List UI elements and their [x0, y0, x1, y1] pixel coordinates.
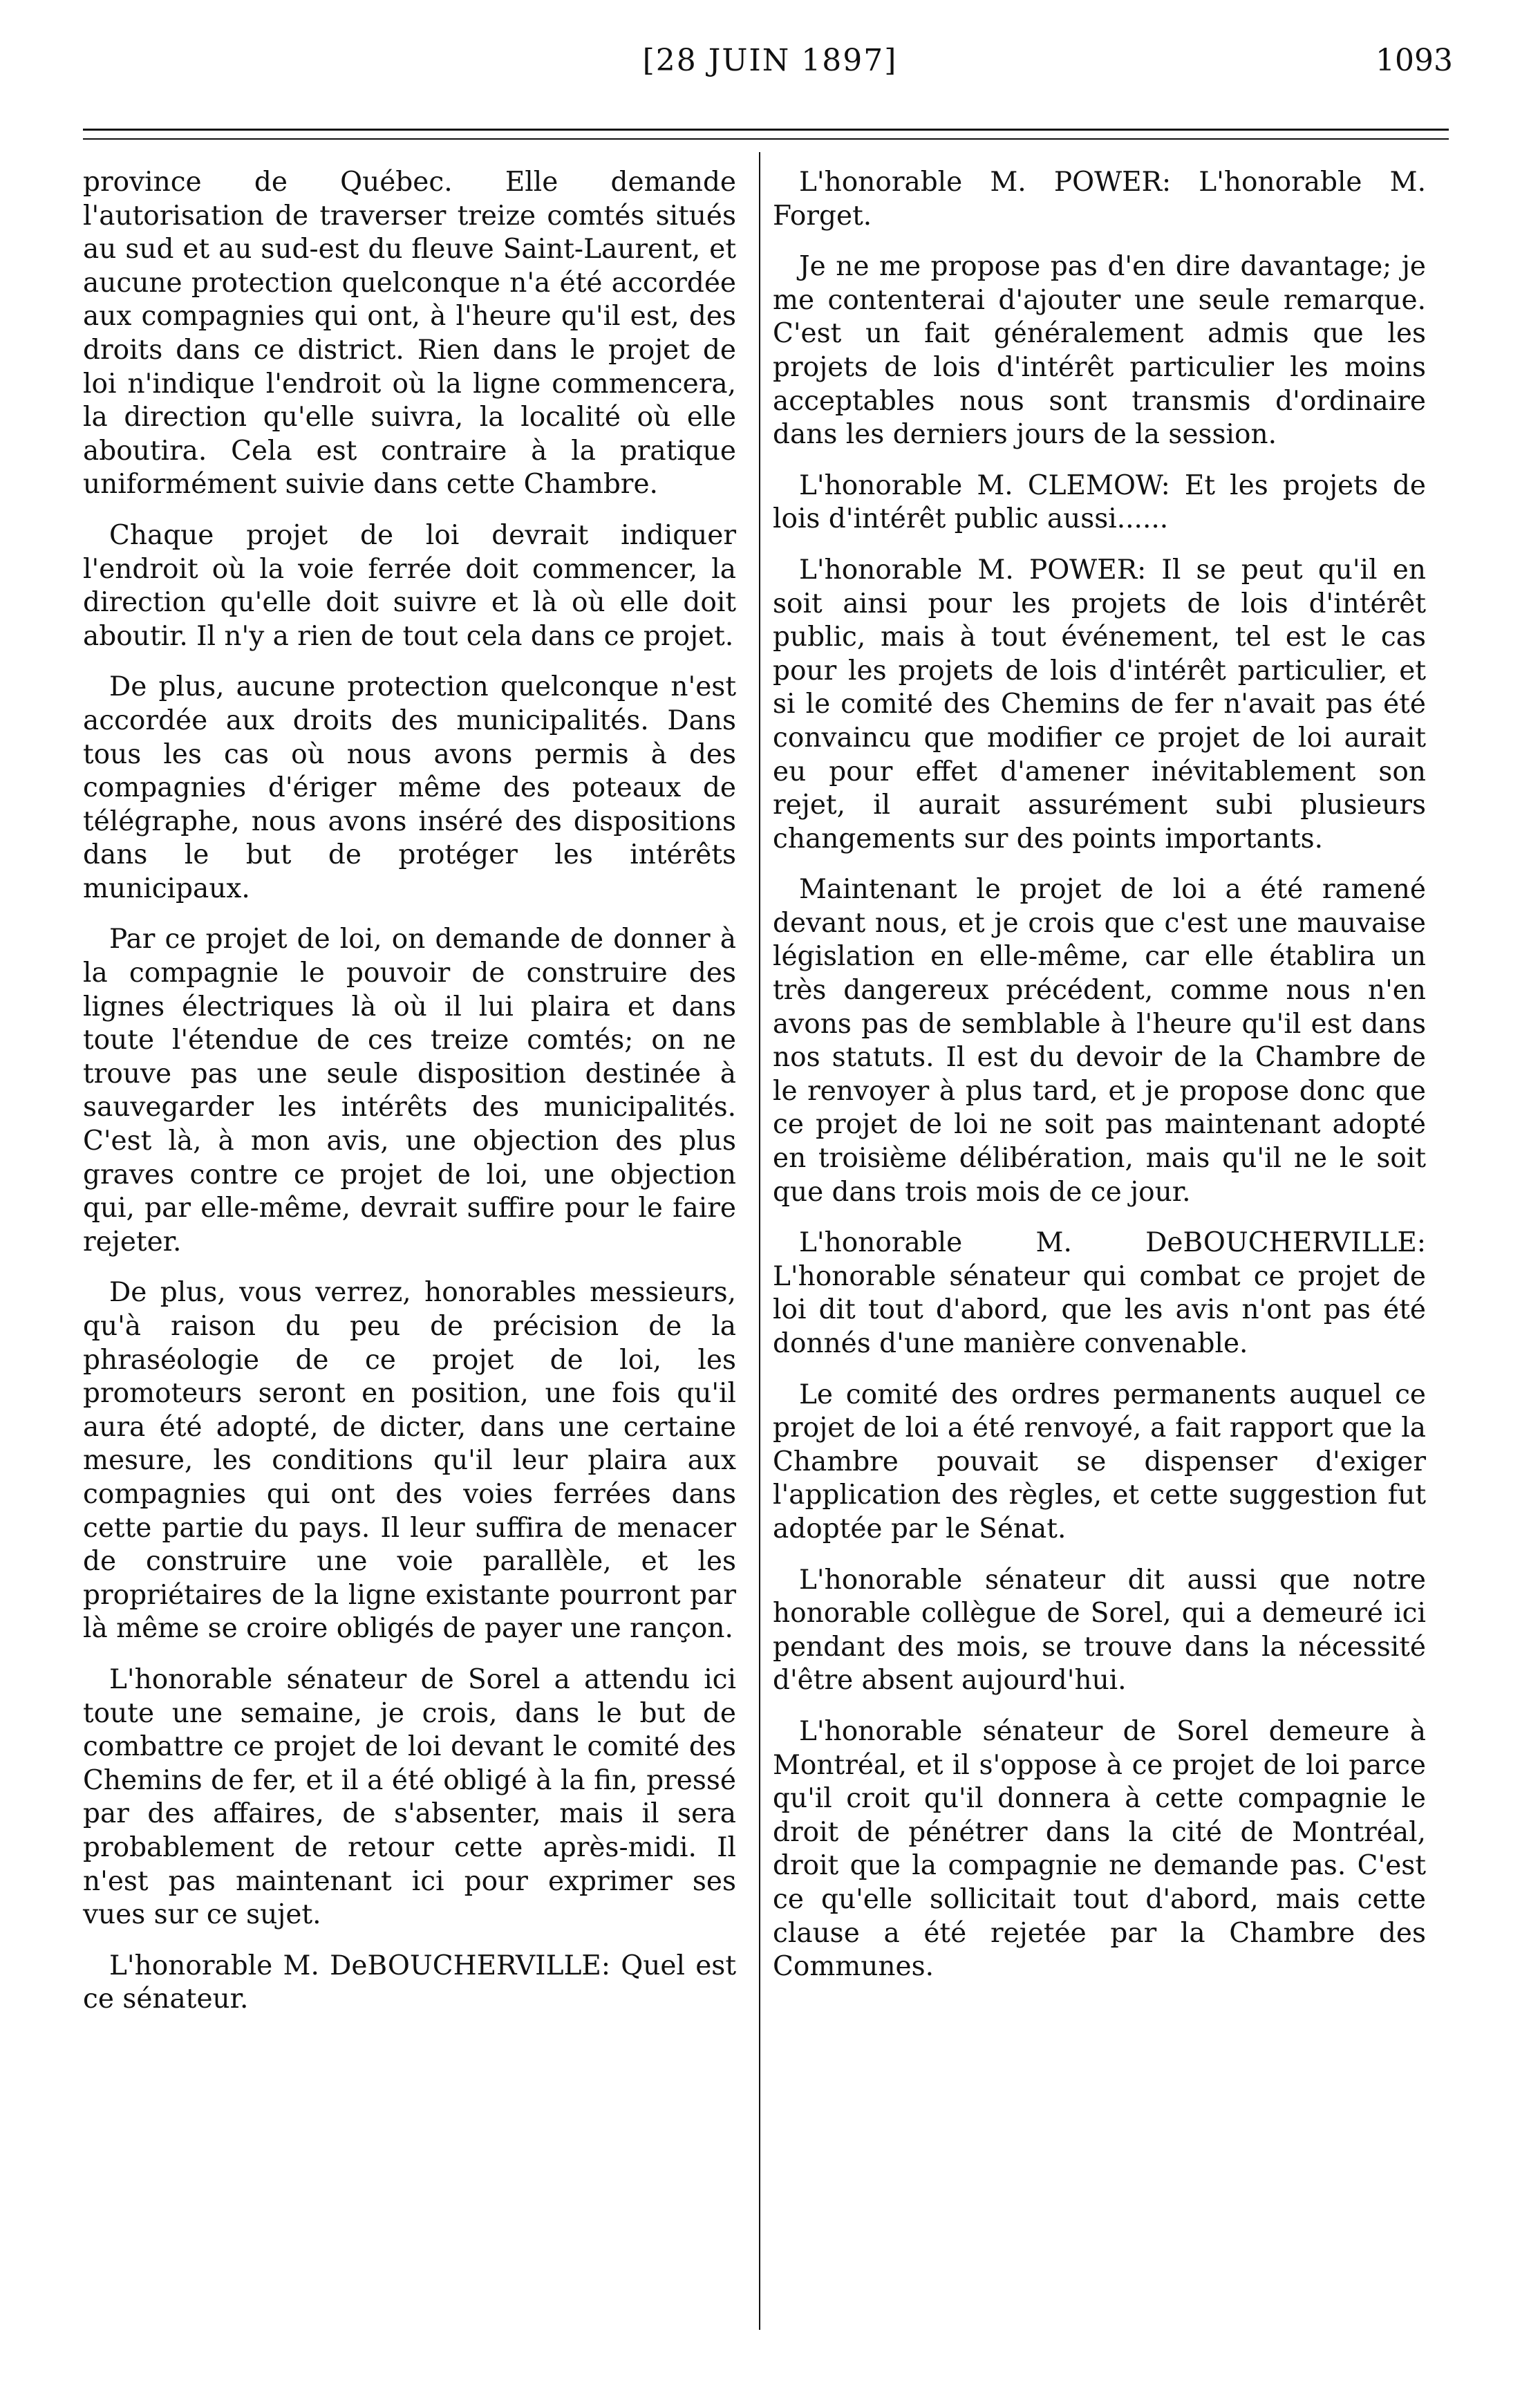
- paragraph: Le comité des ordres permanents auquel ce projet de loi a été renvoyé, a fait rapport que la Chambre pouvait se dispenser d'exiger l'application des règles, et cette suggestion fut adoptée par le Sénat.: [773, 1379, 1426, 1544]
- page-header: [0, 43, 1540, 98]
- header-rule-top: [83, 129, 1449, 131]
- paragraph: L'honorable M. DeBOUCHERVILLE: L'honorable sénateur qui combat ce projet de loi dit tout d'abord, que les avis n'ont pas été donnés d'une manière convenable.: [773, 1227, 1426, 1359]
- paragraph: Par ce projet de loi, on demande de donner à la compagnie le pouvoir de construire des lignes électriques là où il lui plaira et dans toute l'étendue de ces treize comtés; on ne trouve pas une seule disposition destinée à sauvegarder les intérêts des municipalités. C'est là, à mon avis, une objection des plus graves contre ce projet de loi, une objection qui, par elle-même, devrait suffire pour le faire rejeter.: [83, 924, 736, 1258]
- paragraph: De plus, aucune protection quelconque n'est accordée aux droits des municipalités. Dans tous les cas où nous avons permis à des compagnies d'ériger même des poteaux de télégraphe, nous avons inséré des dispositions dans le but de protéger les intérêts municipaux.: [83, 671, 736, 904]
- paragraph: province de Québec. Elle demande l'autorisation de traverser treize comtés situés au sud et au sud-est du fleuve Saint-Laurent, et aucune protection quelconque n'a été accordée aux compagnies qui ont, à l'heure qu'il est, des droits dans ce district. Rien dans le projet de loi n'indique l'endroit où la ligne commencera, la direction qu'elle suivra, la localité où elle aboutira. Cela est contraire à la pratique uniformément suivie dans cette Chambre.: [83, 167, 736, 501]
- left-column: [83, 166, 736, 2017]
- paragraph: L'honorable M. POWER: L'honorable M. Forget.: [773, 167, 1426, 232]
- paragraph: Chaque projet de loi devrait indiquer l'endroit où la voie ferrée doit commencer, la direction qu'elle doit suivre et là où elle doit aboutir. Il n'y a rien de tout cela dans ce projet.: [83, 519, 736, 652]
- right-column: [773, 166, 1426, 1984]
- header-rule-bottom: [83, 138, 1449, 140]
- paragraph: L'honorable sénateur de Sorel demeure à Montréal, et il s'oppose à ce projet de loi parce qu'il croit qu'il donnera à cette compagnie le droit de pénétrer dans la cité de Montréal, droit que la compagnie ne demande pas. C'est ce qu'elle sollicitait tout d'abord, mais cette clause a été rejetée par la Chambre des Communes.: [773, 1715, 1426, 1983]
- paragraph: L'honorable M. CLEMOW: Et les projets de lois d'intérêt public aussi......: [773, 469, 1426, 535]
- paragraph: L'honorable sénateur de Sorel a attendu ici toute une semaine, je crois, dans le but de combattre ce projet de loi devant le comité des Chemins de fer, et il a été obligé à la fin, pressé par des affaires, de s'absenter, mais il sera probablement de retour cette après-midi. Il n'est pas maintenant ici pour exprimer ses vues sur ce sujet.: [83, 1663, 736, 1931]
- page-number: 1093: [1375, 43, 1453, 78]
- column-divider: [759, 152, 760, 2330]
- paragraph: De plus, vous verrez, honorables messieurs, qu'à raison du peu de précision de la phraséologie de ce projet de loi, les promoteurs seront en position, une fois qu'il aura été adopté, de dicter, dans une certaine mesure, les conditions qu'il leur plaira aux compagnies qui ont des voies ferrées dans cette partie du pays. Il leur suffira de menacer de construire une voie parallèle, et les propriétaires de la ligne existante pourront par là même se croire obligés de payer une rançon.: [83, 1277, 736, 1645]
- paragraph: L'honorable sénateur dit aussi que notre honorable collègue de Sorel, qui a demeuré ici pendant des mois, se trouve dans la nécessité d'être absent aujourd'hui.: [773, 1564, 1426, 1697]
- paragraph: Je ne me propose pas d'en dire davantage; je me contenterai d'ajouter une seule remarque. C'est un fait généralement admis que les projets de lois d'intérêt particulier les moins acceptables nous sont transmis d'ordinaire dans les derniers jours de la session.: [773, 251, 1426, 451]
- paragraph: L'honorable M. DeBOUCHERVILLE: Quel est ce sénateur.: [83, 1950, 736, 2015]
- paragraph: Maintenant le projet de loi a été ramené devant nous, et je crois que c'est une mauvaise législation en elle-même, car elle établira un très dangereux précédent, comme nous n'en avons pas de semblable à l'heure qu'il est dans nos statuts. Il est du devoir de la Chambre de le renvoyer à plus tard, et je propose donc que ce projet de loi ne soit pas maintenant adopté en troisième délibération, mais qu'il ne le soit que dans trois mois de ce jour.: [773, 874, 1426, 1208]
- paragraph: L'honorable M. POWER: Il se peut qu'il en soit ainsi pour les projets de lois d'intérêt public, mais à tout événement, tel est le cas pour les projets de lois d'intérêt particulier, et si le comité des Chemins de fer n'avait pas été convaincu que modifier ce projet de loi aurait eu pour effet d'amener inévitablement son rejet, il aurait assurément subi plusieurs changements sur des points importants.: [773, 554, 1426, 855]
- page-date: [28 JUIN 1897]: [642, 43, 898, 78]
